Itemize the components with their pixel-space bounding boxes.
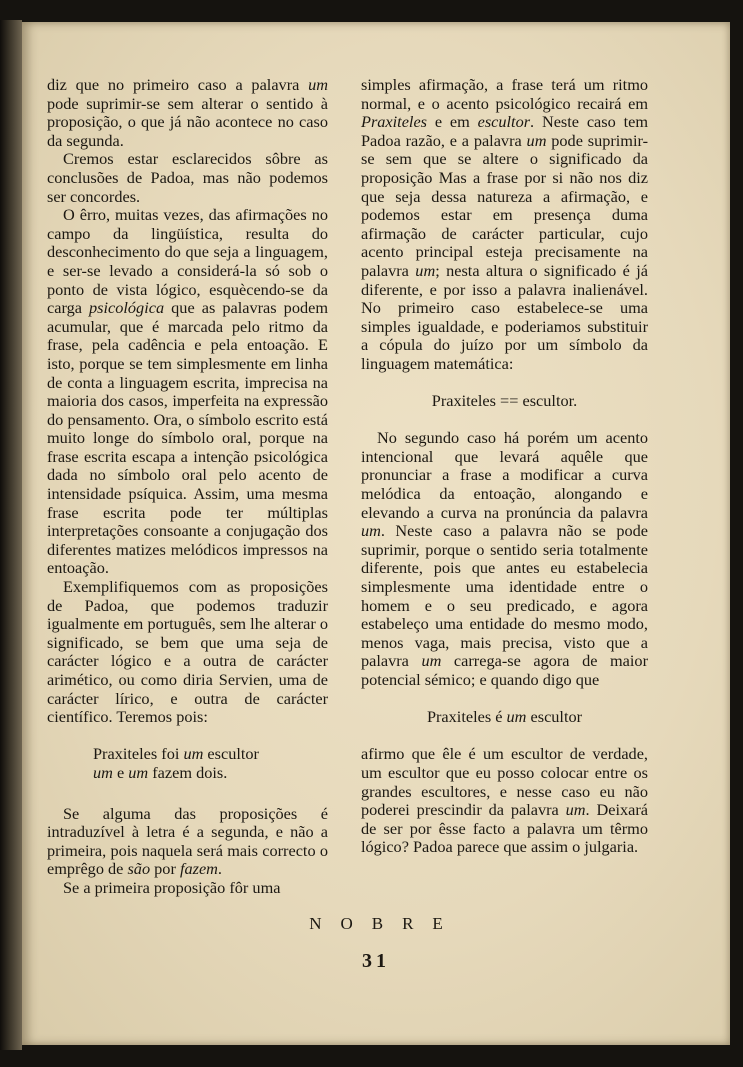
spacer [47,783,328,805]
formula-praxiteles-foi-um-escultor [47,745,328,764]
text-run: Praxiteles foi [93,744,184,764]
text-run: O êrro, muitas vezes, das afirmações no campo da lingüística, resulta do desconhecimento do que seja a linguagem, e ser-se levado a considerá-la só sob o ponto de vista lógico, esquècendo-se da carga [47,205,328,318]
book-page [22,22,730,1045]
binding-edge [0,20,22,1050]
italic-word: psicológica [89,298,165,318]
text-run: pode suprimir-se sem alterar o sentido à proposição, o que já não acontece no caso da segunda. [47,93,328,150]
left-paragraph-2: Cremos estar esclarecidos sôbre as conclusões de Padoa, mas não podemos ser concordes. [47,149,328,206]
text-run: escultor [526,707,583,727]
italic-word: um [308,75,328,94]
italic-word: um [565,800,586,820]
spacer [361,727,648,746]
text-run: . [217,859,222,879]
italic-word: um [415,260,436,280]
text-run: . Neste caso a palavra não se pode suprimir, porque o sentido seria totalmente diferente, pois que antes eu estabelecia simplesmente uma identidade entre o homem e o seu predicado, e agora estabeleço uma entidade do mesmo modo, menos vaga, mais precisa, visto que a palavra [361,521,648,671]
text-run: Praxiteles é [426,707,507,727]
italic-word: são [127,859,151,879]
page-number: 31 [362,950,390,972]
italic-word: Praxiteles [361,112,428,132]
text-run: que as palavras podem acumular, que é marcada pelo ritmo da frase, pela cadência e pela entoação. E isto, porque se tem simplesmente em linha de conta a linguagem escrita, imprecisa na maioria dos casos, imperfeita na expressão do pensamento. Ora, o símbolo escrito está muito longe do símbolo oral, porque na frase escrita escapa a intenção psicológica dada no símbolo oral pelo acento de intensidade psíquica. Assim, uma mesma frase escrita pode ter múltiplas interpretações consoante a conjugação dos diferentes matizes melódicos impressos na entoação. [47,298,328,578]
left-paragraph-3 [47,206,328,578]
spacer [361,374,648,393]
text-run: e [112,762,129,782]
italic-word: um [421,651,442,671]
italic-word: um [93,762,113,782]
right-paragraph-2 [361,429,648,689]
formula-praxiteles-e-um-escultor [361,708,648,727]
text-run: fazem dois. [148,762,228,782]
text-run: simples afirmação, a frase terá um ritmo normal, e o acento psicológico recairá em [361,75,648,113]
right-text-column [361,76,648,857]
text-run: ; nesta altura o significado é já diferente, e por isso a palavra inalienável. No primeiro caso estabelece-se uma simples igualdade, e poderiamos substituir a cópula do juízo por um símbolo da linguagem matemática: [361,260,648,373]
left-paragraph-5 [47,805,328,879]
italic-word: um [526,130,547,150]
spacer [361,690,648,709]
italic-word: escultor [477,112,531,132]
italic-word: um [361,521,381,541]
italic-word: um [128,762,149,782]
text-run: por [150,859,180,879]
italic-word: um [506,707,527,727]
left-paragraph-6: Se a primeira proposição fôr uma [63,877,281,897]
left-paragraph-4: Exemplifiquemos com as proposições de Padoa, que podemos traduzir igualmente em português, sem lhe alterar o significado, se bem que uma seja de carácter lógico e a outra de carácter arimético, ou como diria Servien, uma de carácter lírico, e outra de carácter científico. Teremos pois: [47,577,328,727]
text-run: afirmo que êle é um escultor de verdade, um escultor que eu posso colocar entre os grandes escultores, e nesse caso eu não poderei prescindir da palavra [361,744,648,820]
text-run: escultor [203,744,259,764]
text-run: diz que no primeiro caso a palavra [47,75,309,94]
text-run: Se alguma das proposições é intraduzível à letra é a segunda, e não a primeira, pois naquela será mais correcto o emprêgo de [47,803,328,879]
text-run: e em [427,112,478,132]
running-footer-title: NOBRE [309,914,462,933]
italic-word: um [183,744,204,764]
text-run: . Deixará de ser por êsse facto a palavra um têrmo lógico? Padoa parece que assim o julgaria. [361,800,648,857]
right-paragraph-1 [361,76,648,374]
text-run: carrega-se agora de maior potencial sémico; e quando digo que [361,651,648,689]
text-run: No segundo caso há porém um acento intencional que levará aquêle que pronunciar a frase a modificar a curva melódica da entoação, alongando e elevando a curva na pronúncia da palavra [361,428,648,522]
formula-um-e-um-fazem-dois [47,764,328,783]
formula-praxiteles-equals-escultor: Praxiteles == escultor. [431,391,578,411]
text-run: . Neste caso tem Padoa razão, e a palavra [361,112,648,150]
left-paragraph-1 [47,76,328,150]
italic-word: fazem [179,859,218,879]
left-text-column [47,76,328,898]
right-paragraph-3 [361,745,648,857]
spacer [47,727,328,746]
spacer [361,411,648,430]
text-run: pode suprimir-se sem que se altere o significado da proposição Mas a frase por si não nos diz que seja dessa natureza a afirmação, e podemos estar em presença duma afirmação de carácter particular, cujo acento principal esteja precisamente na palavra [361,130,649,280]
